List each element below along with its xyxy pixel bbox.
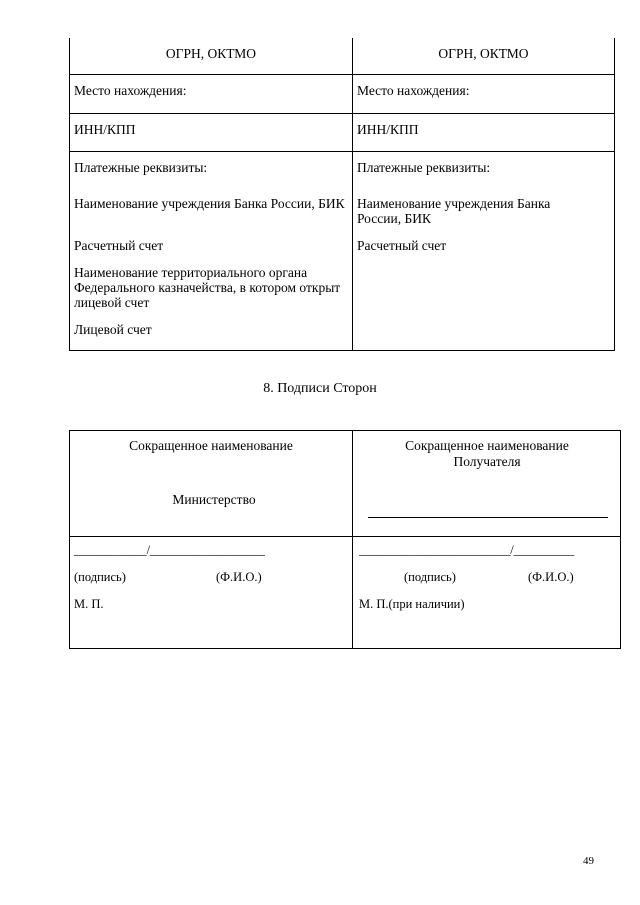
left-podpis-label: (подпись) bbox=[74, 570, 126, 584]
left-stamp-label: М. П. bbox=[74, 597, 104, 611]
table-border bbox=[69, 648, 621, 649]
payment-label-left: Платежные реквизиты: bbox=[74, 160, 208, 175]
right-short-name-label: Сокращенное наименование bbox=[405, 438, 569, 453]
location-label-right: Место нахождения: bbox=[357, 83, 470, 98]
ogrn-label-right: ОГРН, ОКТМО bbox=[438, 46, 529, 61]
inn-label-left: ИНН/КПП bbox=[74, 122, 136, 137]
table-border bbox=[69, 430, 70, 649]
payment-label-right: Платежные реквизиты: bbox=[357, 160, 491, 175]
table-border bbox=[69, 113, 615, 114]
page-number: 49 bbox=[583, 855, 594, 867]
table-border bbox=[69, 38, 70, 351]
account-label-left: Расчетный счет bbox=[74, 238, 164, 253]
table-border bbox=[69, 350, 615, 351]
table-border bbox=[352, 38, 353, 351]
location-label-left: Место нахождения: bbox=[74, 83, 187, 98]
bank-label-right: Наименование учреждения Банка России, БИК bbox=[357, 196, 551, 226]
personal-account-label-left: Лицевой счет bbox=[74, 322, 152, 337]
recipient-name-line bbox=[368, 517, 608, 518]
ogrn-label-left: ОГРН, ОКТМО bbox=[165, 46, 257, 61]
table-border bbox=[69, 151, 615, 152]
right-stamp-label: М. П.(при наличии) bbox=[359, 597, 465, 611]
account-label-right: Расчетный счет bbox=[357, 238, 447, 253]
section-title: 8. Подписи Сторон bbox=[263, 381, 377, 396]
inn-label-right: ИНН/КПП bbox=[357, 122, 419, 137]
right-signature-line: _________________________/__________ bbox=[359, 543, 575, 557]
table-border bbox=[614, 38, 615, 351]
table-border bbox=[69, 536, 621, 537]
right-fio-label: (Ф.И.О.) bbox=[528, 570, 574, 584]
ministry-name: Министерство bbox=[172, 492, 256, 507]
table-border bbox=[69, 430, 621, 431]
left-signature-line: ____________/___________________ bbox=[74, 543, 265, 557]
right-podpis-label: (подпись) bbox=[404, 570, 456, 584]
left-short-name-label: Сокращенное наименование bbox=[129, 438, 293, 453]
table-border bbox=[69, 74, 615, 75]
left-fio-label: (Ф.И.О.) bbox=[216, 570, 262, 584]
bank-label-left: Наименование учреждения Банка России, БИК bbox=[74, 196, 345, 211]
treasury-label-left: Наименование территориального органа Федерального казначейства, в котором открыт лицевой счет bbox=[74, 265, 341, 310]
right-recipient-label: Получателя bbox=[453, 454, 521, 469]
